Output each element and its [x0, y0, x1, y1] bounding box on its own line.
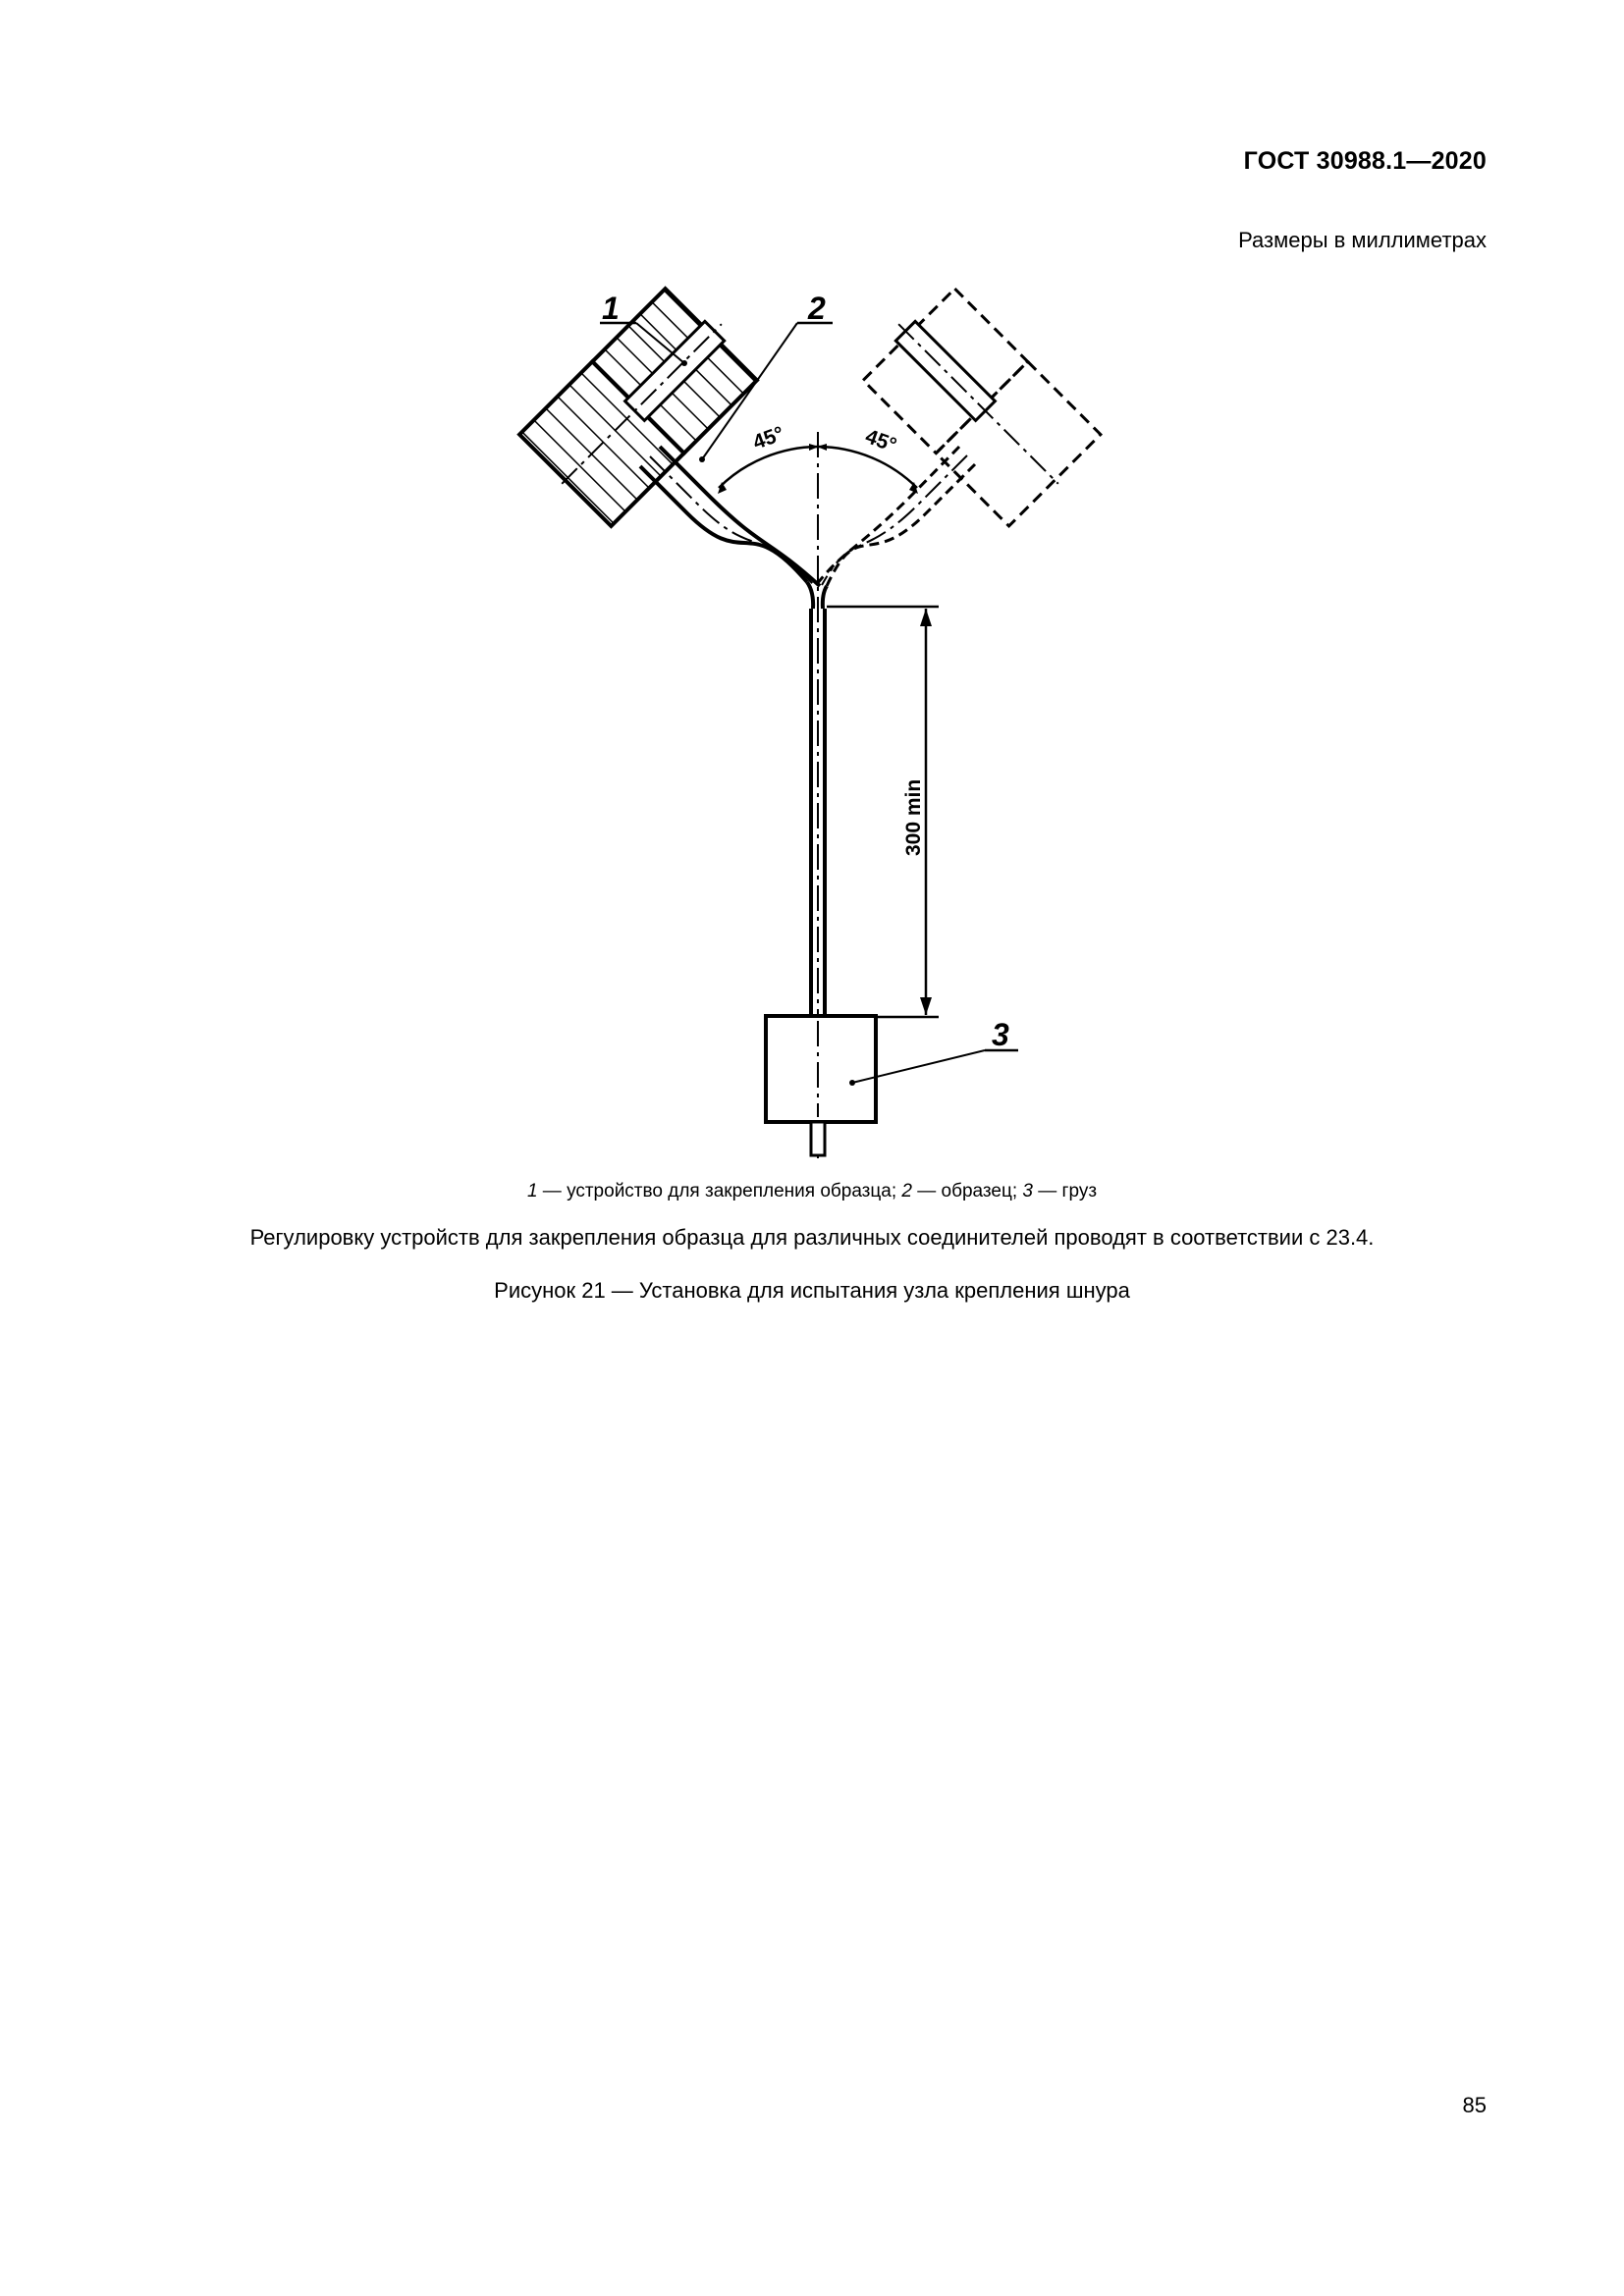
standard-designation: ГОСТ 30988.1—2020 — [1243, 147, 1487, 175]
callout-3-label: 3 — [992, 1017, 1009, 1052]
legend-item1-text: — устройство для закрепления образца; — [537, 1181, 902, 1201]
figure-caption: Рисунок 21 — Установка для испытания узла крепления шнура — [494, 1278, 1130, 1303]
dimension-label: 300 min — [902, 778, 925, 856]
legend-item1-number: 1 — [526, 1181, 538, 1201]
specimen-right — [817, 447, 975, 586]
angle-label-right: 45° — [862, 425, 900, 457]
page-number: 85 — [1462, 2093, 1487, 2117]
legend-item3-number: 3 — [1022, 1181, 1033, 1201]
figure-legend — [0, 1181, 1624, 1202]
weight — [766, 1016, 876, 1155]
legend-item3-text: — груз — [1033, 1181, 1098, 1201]
right-clamp — [852, 278, 1104, 529]
callout-1-label: 1 — [602, 291, 620, 326]
units-note: Размеры в миллиметрах — [1238, 228, 1487, 252]
adjustment-note: Регулировку устройств для закрепления образца для различных соединителей проводят в соответствии с 23.4. — [249, 1225, 1375, 1250]
legend-item2-text: — образец; — [911, 1181, 1023, 1201]
left-clamp — [516, 278, 768, 529]
angle-label-left: 45° — [749, 422, 787, 454]
callout-2-label: 2 — [808, 291, 826, 326]
legend-item2-number: 2 — [901, 1181, 912, 1201]
